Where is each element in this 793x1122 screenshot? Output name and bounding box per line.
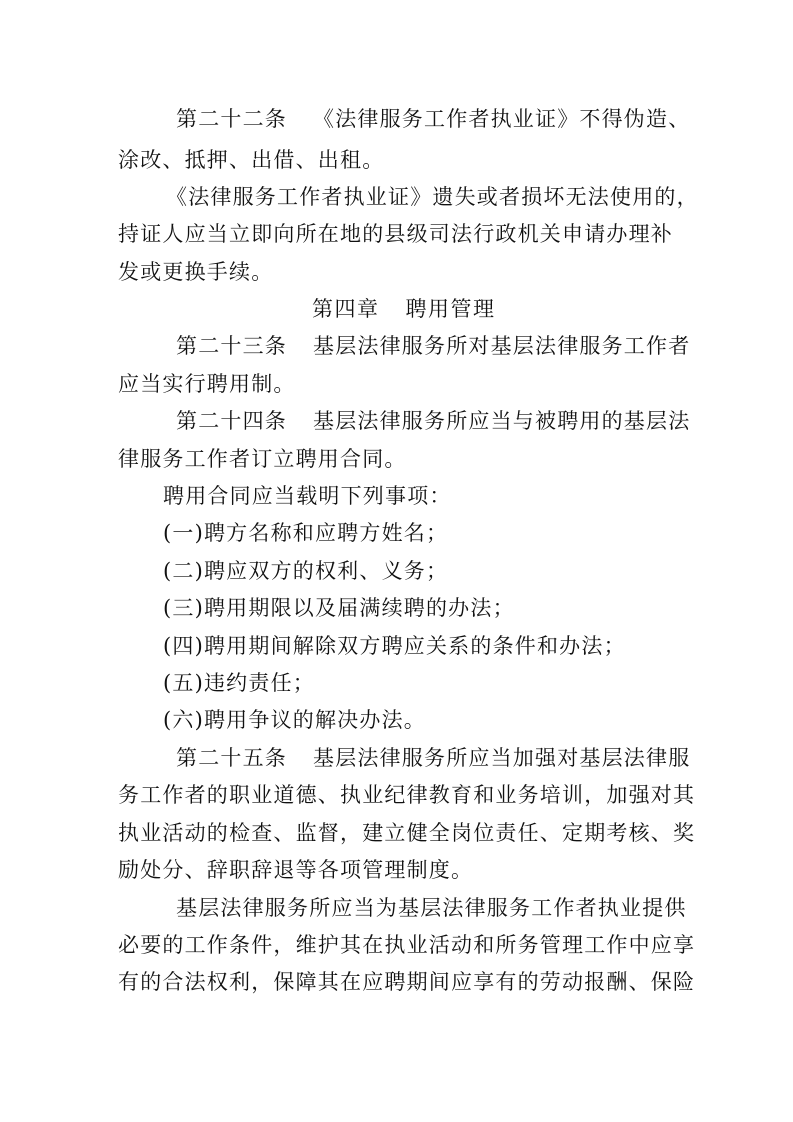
article-23-text-1: 基层法律服务所对基层法律服务工作者 bbox=[313, 334, 691, 358]
contract-item-5: (五)违约责任； bbox=[163, 671, 315, 695]
article-25-para2-line-2: 必要的工作条件，维护其在执业活动和所务管理工作中应享 bbox=[118, 933, 696, 957]
article-22-line-1 bbox=[176, 106, 690, 132]
article-22-para2-line-1: 《法律服务工作者执业证》遗失或者损坏无法使用的， bbox=[166, 185, 699, 209]
article-23-line-2: 应当实行聘用制。 bbox=[118, 372, 296, 396]
article-22-para2-line-3: 发或更换手续。 bbox=[118, 260, 274, 284]
chapter-heading bbox=[312, 296, 496, 322]
contract-item-2: (二)聘应双方的权利、义务； bbox=[163, 559, 449, 583]
contract-item-4: (四)聘用期间解除双方聘应关系的条件和办法； bbox=[163, 634, 626, 658]
contract-item-3: (三)聘用期限以及届满续聘的办法； bbox=[163, 596, 515, 620]
contract-item-1: (一)聘方名称和应聘方姓名； bbox=[163, 521, 449, 545]
article-22-label: 第二十二条 bbox=[176, 107, 287, 131]
chapter-number: 第四章 bbox=[312, 297, 380, 321]
contract-intro: 聘用合同应当载明下列事项： bbox=[163, 484, 452, 508]
article-24-line-2: 律服务工作者订立聘用合同。 bbox=[118, 447, 407, 471]
article-22-para2-line-2: 持证人应当立即向所在地的县级司法行政机关申请办理补 bbox=[118, 222, 673, 246]
article-25-text-1: 基层法律服务所应当加强对基层法律服 bbox=[313, 746, 691, 770]
chapter-title: 聘用管理 bbox=[405, 297, 496, 321]
article-25-line-2: 务工作者的职业道德、执业纪律教育和业务培训，加强对其 bbox=[118, 783, 696, 807]
article-24-text-1: 基层法律服务所应当与被聘用的基层法 bbox=[313, 409, 691, 433]
article-24-label: 第二十四条 bbox=[176, 409, 287, 433]
article-23-line-1 bbox=[176, 333, 690, 359]
article-22-text-1: 《法律服务工作者执业证》不得伪造、 bbox=[313, 107, 691, 131]
article-24-line-1 bbox=[176, 408, 690, 434]
article-25-label: 第二十五条 bbox=[176, 746, 287, 770]
article-25-para2-line-1: 基层法律服务所应当为基层法律服务工作者执业提供 bbox=[176, 896, 687, 920]
article-25-line-3: 执业活动的检查、监督，建立健全岗位责任、定期考核、奖 bbox=[118, 821, 696, 845]
article-25-line-4: 励处分、辞职辞退等各项管理制度。 bbox=[118, 858, 474, 882]
contract-item-6: (六)聘用争议的解决办法。 bbox=[163, 708, 426, 732]
article-25-line-1 bbox=[176, 745, 690, 771]
article-23-label: 第二十三条 bbox=[176, 334, 287, 358]
article-25-para2-line-3: 有的合法权利，保障其在应聘期间应享有的劳动报酬、保险 bbox=[118, 970, 696, 994]
article-22-line-2: 涂改、抵押、出借、出租。 bbox=[118, 148, 385, 172]
